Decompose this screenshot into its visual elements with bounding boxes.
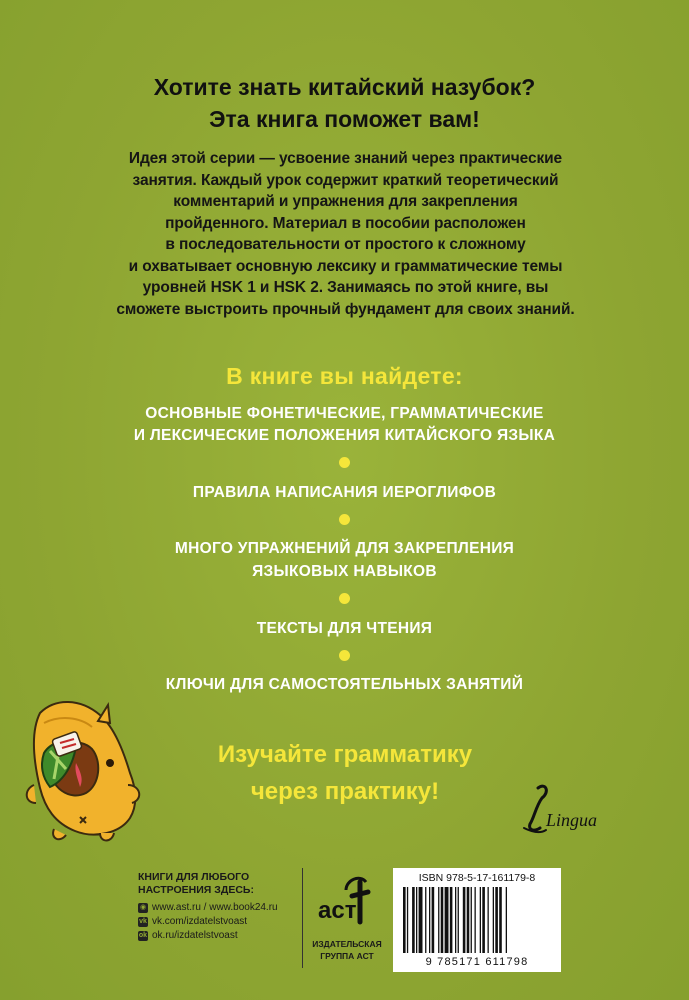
footer-title-line-1: КНИГИ ДЛЯ ЛЮБОГО <box>138 871 250 883</box>
feature-item-1-line-1: ОСНОВНЫЕ ФОНЕТИЧЕСКИЕ, ГРАММАТИЧЕСКИЕ <box>145 405 544 422</box>
intro-line: пройденного. Материал в пособии расположен <box>165 214 526 232</box>
publisher-caption-line-2: ГРУППА АСТ <box>320 951 374 961</box>
intro-line: в последовательности от простого к сложному <box>165 236 526 253</box>
ok-icon: ok <box>138 932 148 939</box>
footer-ok <box>138 929 298 943</box>
intro-paragraph <box>58 148 633 320</box>
intro-line: сможете выстроить прочный фундамент для своих знаний. <box>116 300 575 318</box>
bullet-dot-icon <box>339 457 350 468</box>
slogan-line-1: Изучайте грамматику <box>217 741 473 768</box>
intro-line: занятия. Каждый урок содержит краткий теоретический <box>132 171 559 189</box>
barcode-bar <box>403 887 406 953</box>
globe-icon: ◉ <box>139 904 147 911</box>
barcode-bar <box>482 887 485 953</box>
intro-line: и охватывает основную лексику и грамматические темы <box>128 257 563 275</box>
slogan-line-2: через практику! <box>250 778 440 805</box>
barcode-bar <box>506 887 507 953</box>
footer-links <box>138 871 298 943</box>
barcode-bar <box>429 887 430 953</box>
barcode-bar <box>445 887 449 953</box>
lingua-logo-text: Lingua <box>546 810 598 830</box>
footer-ok-link[interactable]: ok.ru/izdatelstvoast <box>152 930 238 941</box>
monster-mascot-illustration <box>20 693 180 853</box>
barcode-bar <box>480 887 481 953</box>
barcode-bar <box>419 887 423 953</box>
intro-line: Идея этой серии — усвоение знаний через практические <box>128 150 563 167</box>
features-title: В книге вы найдете: <box>226 363 463 389</box>
feature-item-5: КЛЮЧИ ДЛЯ САМОСТОЯТЕЛЬНЫХ ЗАНЯТИЙ <box>165 676 524 693</box>
barcode-bar <box>432 887 435 953</box>
barcode-bar <box>450 887 453 953</box>
feature-item-3-line-1: МНОГО УПРАЖНЕНИЙ ДЛЯ ЗАКРЕПЛЕНИЯ <box>174 540 515 557</box>
barcode-bar <box>455 887 456 953</box>
barcode-digits: 9 785171 611798 <box>425 956 529 968</box>
slogan <box>160 736 530 810</box>
footer-vk-link[interactable]: vk.com/izdatelstvoast <box>152 916 248 927</box>
barcode-bar <box>488 887 489 953</box>
barcode-bar <box>499 887 502 953</box>
barcode-bar <box>441 887 444 953</box>
intro-line: комментарий и упражнения для закрепления <box>173 193 518 210</box>
lingua-series-logo <box>520 780 620 840</box>
bullet-dot-icon <box>339 514 350 525</box>
publisher-block <box>308 870 386 961</box>
bullet-dot-icon <box>339 650 350 661</box>
ast-logo-text: аст <box>318 897 357 924</box>
barcode-bar <box>495 887 498 953</box>
footer-title-line-2: НАСТРОЕНИЯ ЗДЕСЬ: <box>138 884 254 896</box>
barcode-bar <box>493 887 494 953</box>
barcode-bar <box>471 887 472 953</box>
barcode-bar <box>463 887 466 953</box>
footer-divider <box>302 868 303 968</box>
footer-sites-link[interactable]: www.ast.ru / www.book24.ru <box>152 902 278 913</box>
ast-publisher-logo <box>308 870 386 932</box>
barcode-bar <box>425 887 426 953</box>
barcode-bar <box>458 887 459 953</box>
barcode-bar <box>475 887 476 953</box>
barcode-bars <box>401 887 553 955</box>
headline-line-1: Хотите знать китайский назубок? <box>153 74 536 100</box>
footer-sites <box>138 901 298 915</box>
isbn-text: ISBN 978-5-17-161179-8 <box>418 872 536 884</box>
publisher-caption-line-1: ИЗДАТЕЛЬСКАЯ <box>312 939 382 949</box>
bullet-dot-icon <box>339 593 350 604</box>
feature-item-4: ТЕКСТЫ ДЛЯ ЧТЕНИЯ <box>256 620 433 637</box>
feature-item-2: ПРАВИЛА НАПИСАНИЯ ИЕРОГЛИФОВ <box>192 484 497 501</box>
footer-vk <box>138 915 298 929</box>
feature-item-3-line-2: ЯЗЫКОВЫХ НАВЫКОВ <box>252 563 437 580</box>
barcode-bar <box>407 887 408 953</box>
feature-item-1-line-2: И ЛЕКСИЧЕСКИЕ ПОЛОЖЕНИЯ КИТАЙСКОГО ЯЗЫКА <box>133 427 556 444</box>
intro-line: уровней HSK 1 и HSK 2. Занимаясь по этой книге, вы <box>142 279 549 296</box>
barcode-bar <box>467 887 470 953</box>
barcode-bar <box>438 887 439 953</box>
vk-icon: vk <box>139 918 147 925</box>
barcode-bar <box>412 887 415 953</box>
isbn-barcode <box>393 868 561 972</box>
barcode-bar <box>416 887 417 953</box>
headline-line-2: Эта книга поможет вам! <box>209 106 480 132</box>
